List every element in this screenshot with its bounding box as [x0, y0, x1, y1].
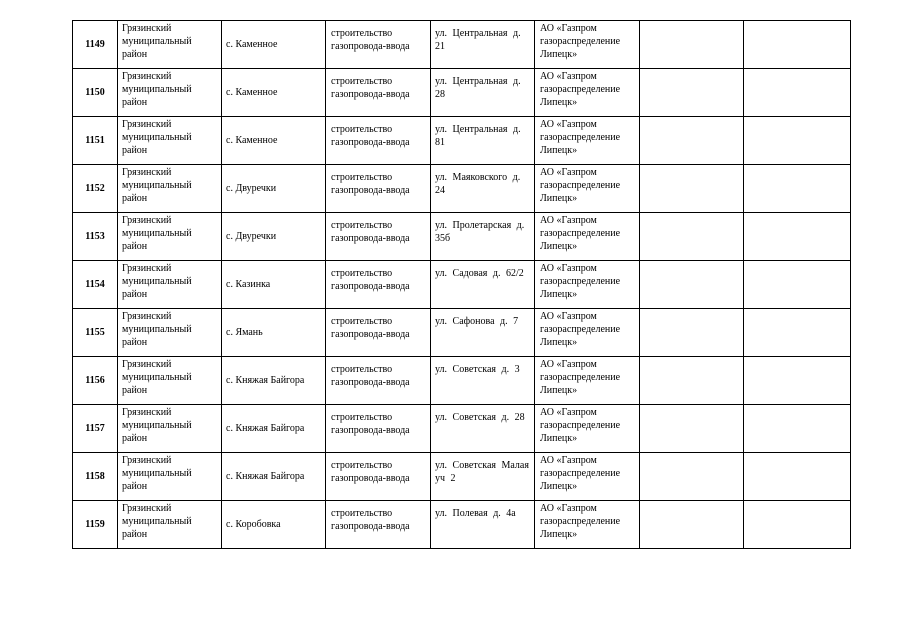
- address-cell: ул. Советская Малая уч 2: [431, 453, 535, 501]
- address-cell: ул. Пролетарская д. 35б: [431, 213, 535, 261]
- empty-cell-1: [640, 261, 744, 309]
- address-cell: ул. Сафонова д. 7: [431, 309, 535, 357]
- village-cell: с. Каменное: [222, 21, 326, 69]
- table-body: [73, 21, 851, 549]
- empty-cell-2: [744, 405, 851, 453]
- address-cell: ул. Маяковского д. 24: [431, 165, 535, 213]
- address-cell: ул. Советская д. 3: [431, 357, 535, 405]
- empty-cell-1: [640, 69, 744, 117]
- empty-cell-1: [640, 453, 744, 501]
- address-cell: ул. Садовая д. 62/2: [431, 261, 535, 309]
- empty-cell-2: [744, 213, 851, 261]
- district-cell: Грязинский муниципальный район: [118, 405, 222, 453]
- organization-cell: АО «Газпром газораспределение Липецк»: [535, 357, 640, 405]
- row-number: 1149: [73, 21, 118, 69]
- table-row: [73, 117, 851, 165]
- work-type-cell: строительство газопровода-ввода: [326, 309, 431, 357]
- organization-cell: АО «Газпром газораспределение Липецк»: [535, 453, 640, 501]
- village-cell: с. Княжая Байгора: [222, 405, 326, 453]
- work-type-cell: строительство газопровода-ввода: [326, 453, 431, 501]
- village-cell: с. Двуречки: [222, 165, 326, 213]
- empty-cell-2: [744, 21, 851, 69]
- work-type-cell: строительство газопровода-ввода: [326, 69, 431, 117]
- organization-cell: АО «Газпром газораспределение Липецк»: [535, 405, 640, 453]
- organization-cell: АО «Газпром газораспределение Липецк»: [535, 21, 640, 69]
- row-number: 1156: [73, 357, 118, 405]
- village-cell: с. Княжая Байгора: [222, 357, 326, 405]
- empty-cell-2: [744, 165, 851, 213]
- empty-cell-1: [640, 501, 744, 549]
- row-number: 1153: [73, 213, 118, 261]
- empty-cell-1: [640, 405, 744, 453]
- work-type-cell: строительство газопровода-ввода: [326, 165, 431, 213]
- village-cell: с. Каменное: [222, 69, 326, 117]
- village-cell: с. Ямань: [222, 309, 326, 357]
- table-row: [73, 213, 851, 261]
- table-row: [73, 357, 851, 405]
- table-row: [73, 165, 851, 213]
- row-number: 1158: [73, 453, 118, 501]
- district-cell: Грязинский муниципальный район: [118, 165, 222, 213]
- table-row: [73, 453, 851, 501]
- table-row: [73, 261, 851, 309]
- address-cell: ул. Центральная д. 21: [431, 21, 535, 69]
- organization-cell: АО «Газпром газораспределение Липецк»: [535, 213, 640, 261]
- table-row: [73, 501, 851, 549]
- empty-cell-2: [744, 309, 851, 357]
- empty-cell-2: [744, 453, 851, 501]
- empty-cell-2: [744, 501, 851, 549]
- address-cell: ул. Центральная д. 81: [431, 117, 535, 165]
- district-cell: Грязинский муниципальный район: [118, 213, 222, 261]
- district-cell: Грязинский муниципальный район: [118, 117, 222, 165]
- empty-cell-2: [744, 117, 851, 165]
- row-number: 1155: [73, 309, 118, 357]
- gas-pipeline-table: [72, 20, 851, 549]
- district-cell: Грязинский муниципальный район: [118, 261, 222, 309]
- village-cell: с. Коробовка: [222, 501, 326, 549]
- organization-cell: АО «Газпром газораспределение Липецк»: [535, 501, 640, 549]
- work-type-cell: строительство газопровода-ввода: [326, 405, 431, 453]
- work-type-cell: строительство газопровода-ввода: [326, 117, 431, 165]
- empty-cell-1: [640, 165, 744, 213]
- row-number: 1154: [73, 261, 118, 309]
- village-cell: с. Княжая Байгора: [222, 453, 326, 501]
- organization-cell: АО «Газпром газораспределение Липецк»: [535, 69, 640, 117]
- address-cell: ул. Центральная д. 28: [431, 69, 535, 117]
- work-type-cell: строительство газопровода-ввода: [326, 357, 431, 405]
- work-type-cell: строительство газопровода-ввода: [326, 21, 431, 69]
- organization-cell: АО «Газпром газораспределение Липецк»: [535, 261, 640, 309]
- row-number: 1159: [73, 501, 118, 549]
- empty-cell-2: [744, 69, 851, 117]
- table-row: [73, 405, 851, 453]
- row-number: 1150: [73, 69, 118, 117]
- district-cell: Грязинский муниципальный район: [118, 357, 222, 405]
- address-cell: ул. Полевая д. 4а: [431, 501, 535, 549]
- district-cell: Грязинский муниципальный район: [118, 21, 222, 69]
- organization-cell: АО «Газпром газораспределение Липецк»: [535, 309, 640, 357]
- row-number: 1157: [73, 405, 118, 453]
- row-number: 1151: [73, 117, 118, 165]
- table-row: [73, 21, 851, 69]
- district-cell: Грязинский муниципальный район: [118, 309, 222, 357]
- empty-cell-1: [640, 117, 744, 165]
- empty-cell-2: [744, 357, 851, 405]
- village-cell: с. Каменное: [222, 117, 326, 165]
- work-type-cell: строительство газопровода-ввода: [326, 501, 431, 549]
- address-cell: ул. Советская д. 28: [431, 405, 535, 453]
- table-row: [73, 309, 851, 357]
- district-cell: Грязинский муниципальный район: [118, 69, 222, 117]
- row-number: 1152: [73, 165, 118, 213]
- work-type-cell: строительство газопровода-ввода: [326, 261, 431, 309]
- table-row: [73, 69, 851, 117]
- organization-cell: АО «Газпром газораспределение Липецк»: [535, 117, 640, 165]
- empty-cell-1: [640, 213, 744, 261]
- empty-cell-1: [640, 21, 744, 69]
- work-type-cell: строительство газопровода-ввода: [326, 213, 431, 261]
- organization-cell: АО «Газпром газораспределение Липецк»: [535, 165, 640, 213]
- village-cell: с. Казинка: [222, 261, 326, 309]
- empty-cell-1: [640, 309, 744, 357]
- district-cell: Грязинский муниципальный район: [118, 501, 222, 549]
- district-cell: Грязинский муниципальный район: [118, 453, 222, 501]
- empty-cell-1: [640, 357, 744, 405]
- village-cell: с. Двуречки: [222, 213, 326, 261]
- empty-cell-2: [744, 261, 851, 309]
